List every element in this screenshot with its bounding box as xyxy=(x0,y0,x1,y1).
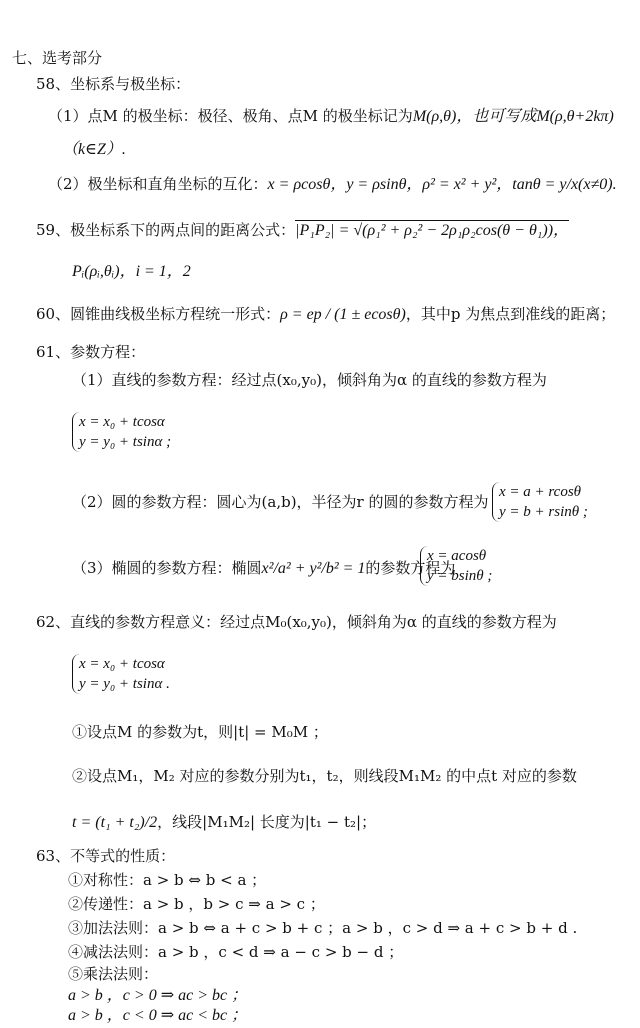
item-58-line3 xyxy=(48,174,617,195)
item-63-title: 63、不等式的性质： xyxy=(36,847,176,865)
item-59-title: 59、极坐标系下的两点间的距离公式： xyxy=(36,221,296,239)
item-58-line3-text: （2）极坐标和直角坐标的互化： xyxy=(48,175,268,193)
item-62-c3-formula: t = (t₁ + t₂)/2 xyxy=(72,814,158,831)
item-63-line-3: ③加法法则：a > b ⇔ a + c > b + c ；a > b ，c > d ⇒ a + c > b + d . xyxy=(68,919,578,937)
item-62-system xyxy=(72,654,170,694)
item-61-p3-eq2: y = bsinθ ; xyxy=(427,568,493,584)
item-61-p2-eq2: y = b + rsinθ ; xyxy=(499,504,588,520)
item-61-p3-system xyxy=(420,546,492,586)
item-61-p2-system xyxy=(492,482,588,522)
section-title: 七、选考部分 xyxy=(12,49,103,67)
item-61-p1-eq1: x = x₀ + tcosα xyxy=(79,414,165,430)
item-58-line2-formula: （k∈Z）. xyxy=(62,141,126,158)
item-62-c3 xyxy=(72,812,376,833)
item-59-formula: |P₁P₂| = √(ρ₁² + ρ₂² − 2ρ₁ρ₂cos(θ − θ₁))， xyxy=(295,222,570,239)
item-62-title: 62、直线的参数方程意义：经过点M₀(x₀,y₀)，倾斜角为α 的直线的参数方程为 xyxy=(36,613,557,631)
item-62-c1: ①设点M 的参数为t，则|t| = M₀M ； xyxy=(72,723,328,741)
item-61-p3-formula: x²/a² + y²/b² = 1 xyxy=(261,560,366,577)
item-60-title: 60、圆锥曲线极坐标方程统一形式： xyxy=(36,305,281,323)
item-58-line1-formula: M(ρ,θ)，也可写成M(ρ,θ+2kπ) xyxy=(412,108,614,125)
item-59-line xyxy=(36,220,569,241)
item-58-line1-text: （1）点M 的极坐标：极径、极角、点M 的极坐标记为 xyxy=(48,107,413,125)
item-61-p3-eq1: x = acosθ xyxy=(427,548,487,564)
item-61-p2-eq1: x = a + rcosθ xyxy=(499,484,582,500)
item-61-p3-mid: 的参数方程为 xyxy=(365,559,456,577)
item-60-formula: ρ = ep / (1 ± ecosθ) xyxy=(280,306,406,323)
item-62-eq2: y = y₀ + tsinα . xyxy=(79,676,170,692)
item-61-p3-text: （3）椭圆的参数方程：椭圆 xyxy=(72,559,262,577)
item-61-p3-line xyxy=(72,558,455,579)
item-59-line2: Pᵢ(ρᵢ,θᵢ)，i = 1，2 xyxy=(72,263,191,280)
item-63-line-1: ①对称性：a > b ⇔ b < a ； xyxy=(68,871,267,889)
item-62-c2: ②设点M₁，M₂ 对应的参数分别为t₁，t₂，则线段M₁M₂ 的中点t 对应的参数 xyxy=(72,767,577,785)
item-62-eq1: x = x₀ + tcosα xyxy=(79,656,165,672)
item-62-c3-text: ，线段|M₁M₂| 长度为|t₁ − t₂|； xyxy=(157,813,377,831)
item-63-line-2: ②传递性：a > b ，b > c ⇒ a > c ； xyxy=(68,895,325,913)
item-61-p1-system xyxy=(72,412,171,452)
item-58-line1 xyxy=(48,106,614,127)
item-61-p1-eq2: y = y₀ + tsinα ; xyxy=(79,434,172,450)
item-63-line-6: a > b ，c > 0 ⇒ ac > bc ； xyxy=(68,987,248,1004)
item-60-line xyxy=(36,304,615,325)
item-63-line-5: ⑤乘法法则： xyxy=(68,965,159,983)
item-58-title: 58、坐标系与极坐标： xyxy=(36,75,191,93)
item-63-line-4: ④减法法则：a > b ，c < d ⇒ a − c > b − d ； xyxy=(68,943,404,961)
item-61-p1-text: （1）直线的参数方程：经过点(x₀,y₀)，倾斜角为α 的直线的参数方程为 xyxy=(72,371,547,389)
item-61-p2-text: （2）圆的参数方程：圆心为(a,b)，半径为r 的圆的参数方程为 xyxy=(72,493,489,511)
item-61-title: 61、参数方程： xyxy=(36,343,146,361)
item-60-tail: ，其中p 为焦点到准线的距离； xyxy=(405,305,616,323)
item-58-line3-formula: x = ρcosθ，y = ρsinθ，ρ² = x² + y²，tanθ = y/x(x≠0). xyxy=(267,176,617,193)
item-63-line-7: a > b ，c < 0 ⇒ ac < bc ； xyxy=(68,1007,248,1024)
